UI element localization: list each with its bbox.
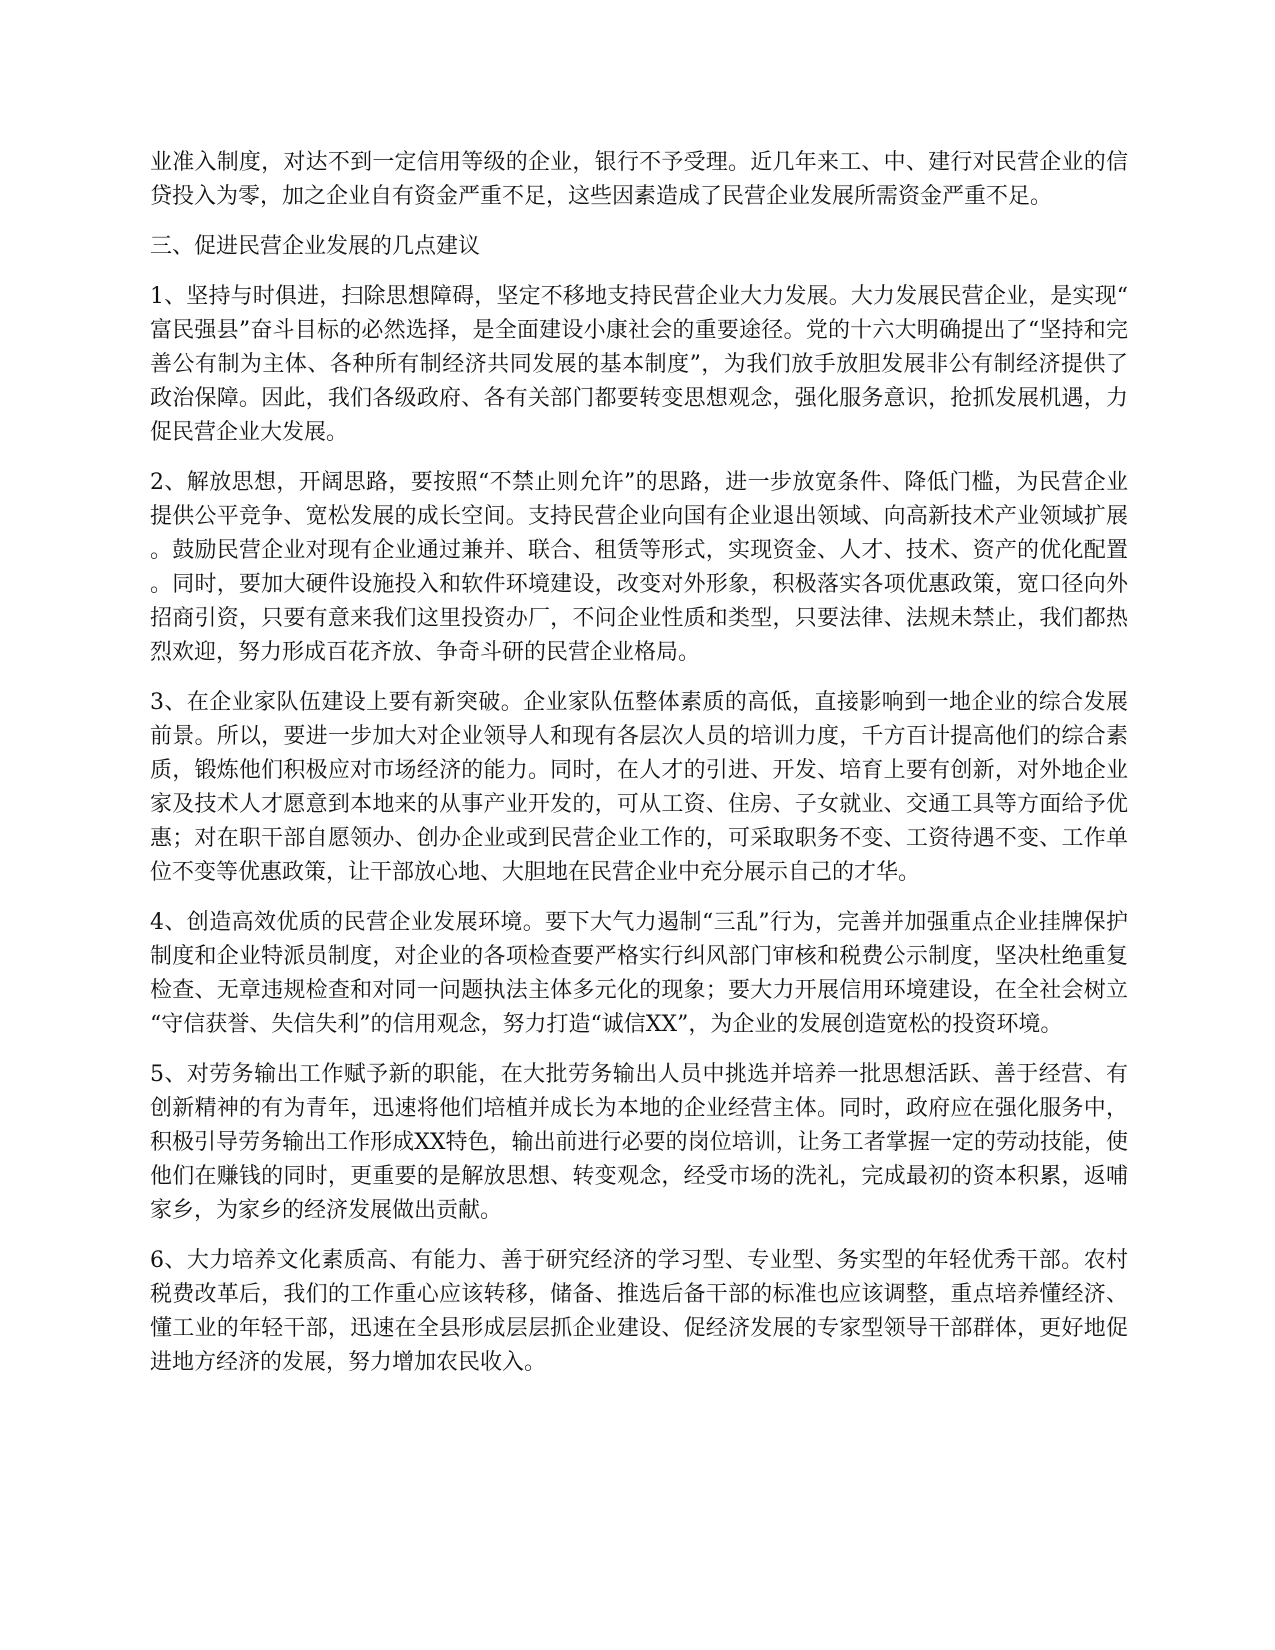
paragraph-suggestion-1: 1、坚持与时俱进，扫除思想障碍，坚定不移地支持民营企业大力发展。大力发展民营企业，是实现“富民强县”奋斗目标的必然选择，是全面建设小康社会的重要途径。党的十六大明确提出了“坚持和完善公有制为主体、各种所有制经济共同发展的基本制度”，为我们放手放胆发展非公有制经济提供了政治保障。因此，我们各级政府、各有关部门都要转变思想观念，强化服务意识，抢抓发展机遇，力促民营企业大发展。 [150, 284, 1128, 445]
paragraph-suggestion-6: 6、大力培养文化素质高、有能力、善于研究经济的学习型、专业型、务实型的年轻优秀干部。农村税费改革后，我们的工作重心应该转移，储备、推选后备干部的标准也应该调整，重点培养懂经济、懂工业的年轻干部，迅速在全县形成层层抓企业建设、促经济发展的专家型领导干部群体，更好地促进地方经济的发展，努力增加农民收入。 [150, 1248, 1128, 1375]
section-heading: 三、促进民营企业发展的几点建议 [150, 234, 481, 259]
paragraph-suggestion-5: 5、对劳务输出工作赋予新的职能，在大批劳务输出人员中挑选并培养一批思想活跃、善于经营、有创新精神的有为青年，迅速将他们培植并成长为本地的企业经营主体。同时，政府应在强化服务中，积极引导劳务输出工作形成XX特色，输出前进行必要的岗位培训，让务工者掌握一定的劳动技能，使他们在赚钱的同时，更重要的是解放思想、转变观念，经受市场的洗礼，完成最初的资本积累，返哺家乡，为家乡的经济发展做出贡献。 [150, 1062, 1128, 1223]
paragraph-suggestion-4: 4、创造高效优质的民营企业发展环境。要下大气力遏制“三乱”行为，完善并加强重点企业挂牌保护制度和企业特派员制度，对企业的各项检查要严格实行纠风部门审核和税费公示制度，坚决杜绝重复检查、无章违规检查和对同一问题执法主体多元化的现象；要大力开展信用环境建设，在全社会树立“守信获誉、失信失利”的信用观念，努力打造“诚信XX”，为企业的发展创造宽松的投资环境。 [150, 910, 1128, 1037]
paragraph-suggestion-2: 2、解放思想，开阔思路，要按照“不禁止则允许”的思路，进一步放宽条件、降低门槛，为民营企业提供公平竞争、宽松发展的成长空间。支持民营企业向国有企业退出领域、向高新技术产业领域扩展。鼓励民营企业对现有企业通过兼并、联合、租赁等形式，实现资金、人才、技术、资产的优化配置。同时，要加大硬件设施投入和软件环境建设，改变对外形象，积极落实各项优惠政策，宽口径向外招商引资，只要有意来我们这里投资办厂，不问企业性质和类型，只要法律、法规未禁止，我们都热烈欢迎，努力形成百花齐放、争奇斗研的民营企业格局。 [150, 470, 1128, 665]
document-page [150, 146, 1128, 1396]
paragraph-suggestion-3: 3、在企业家队伍建设上要有新突破。企业家队伍整体素质的高低，直接影响到一地企业的综合发展前景。所以，要进一步加大对企业领导人和现有各层次人员的培训力度，千方百计提高他们的综合素质，锻炼他们积极应对市场经济的能力。同时，在人才的引进、开发、培育上要有创新，对外地企业家及技术人才愿意到本地来的从事产业开发的，可从工资、住房、子女就业、交通工具等方面给予优惠；对在职干部自愿领办、创办企业或到民营企业工作的，可采取职务不变、工资待遇不变、工作单位不变等优惠政策，让干部放心地、大胆地在民营企业中充分展示自己的才华。 [150, 690, 1128, 885]
paragraph-continuation: 业准入制度，对达不到一定信用等级的企业，银行不予受理。近几年来工、中、建行对民营企业的信贷投入为零，加之企业自有资金严重不足，这些因素造成了民营企业发展所需资金严重不足。 [150, 150, 1128, 209]
